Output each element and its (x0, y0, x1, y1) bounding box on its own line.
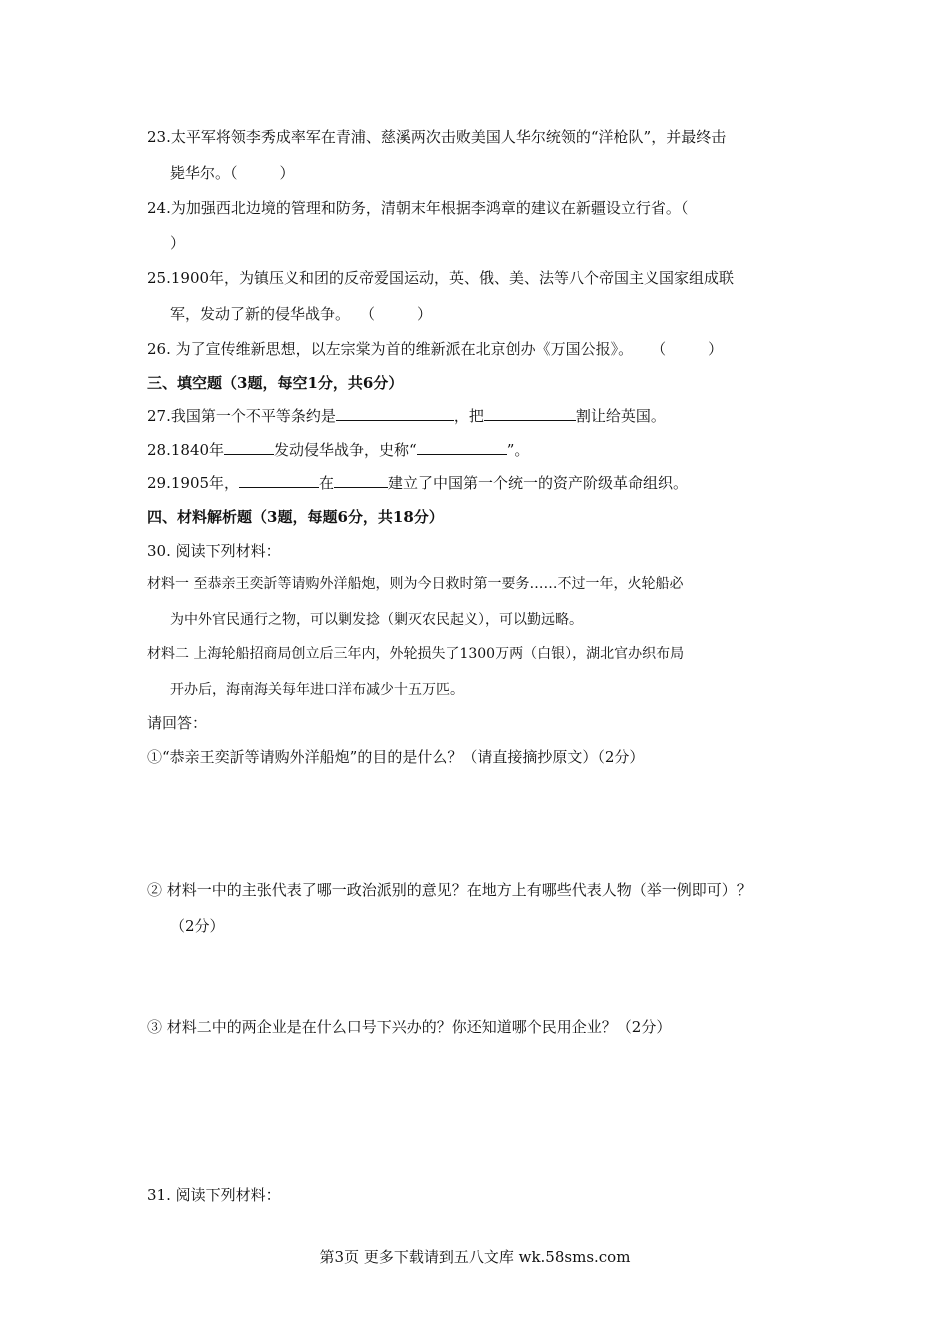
q27-line (147, 406, 666, 426)
answer-paren-open: （ (651, 340, 667, 358)
q23-text: 毙华尔。 (170, 164, 231, 182)
q23-line2 (170, 163, 295, 183)
q29-part2: 在 (319, 474, 335, 492)
answer-paren-close: ） (708, 340, 724, 358)
q28-part3: ”。 (506, 441, 530, 459)
q24-line1: 24.为加强西北边境的管理和防务，清朝末年根据李鸿章的建议在新疆设立行省。（ (147, 199, 689, 217)
q31-intro: 31. 阅读下列材料： (147, 1186, 281, 1204)
q30-sub3: ③ 材料二中的两企业是在什么口号下兴办的？你还知道哪个民用企业？（2分） (147, 1018, 672, 1036)
q30-material1-line2: 为中外官民通行之物，可以剿发捻（剿灭农民起义），可以勤远略。 (170, 612, 583, 628)
q27-blank2[interactable] (484, 406, 576, 421)
q24-line2: ） (170, 234, 186, 252)
q28-blank1[interactable] (224, 440, 274, 455)
q25-line2 (170, 304, 432, 324)
q27-part3: 割让给英国。 (575, 407, 666, 425)
q30-sub1: ①“恭亲王奕訢等请购外洋船炮”的目的是什么？（请直接摘抄原文）（2分） (147, 748, 645, 766)
answer-paren-open: （ (230, 164, 238, 182)
q28-blank2[interactable] (417, 440, 507, 455)
q29-part3: 建立了中国第一个统一的资产阶级革命组织。 (388, 474, 689, 492)
q25-text: 军，发动了新的侵华战争。 (170, 305, 351, 323)
q28-part2: 发动侵华战争，史称“ (274, 441, 417, 459)
answer-paren-open: （ (360, 305, 376, 323)
answer-paren-close: ） (279, 164, 295, 182)
q29-blank2[interactable] (334, 473, 388, 488)
section3-title: 三、填空题（3题，每空1分，共6分） (147, 374, 404, 392)
q30-material1-line1: 材料一 至恭亲王奕訢等请购外洋船炮，则为今日救时第一要务……不过一年，火轮船必 (147, 576, 684, 592)
section4-title: 四、材料解析题（3题，每题6分，共18分） (147, 508, 444, 526)
q30-material2-line1: 材料二 上海轮船招商局创立后三年内，外轮损失了1300万两（白银），湖北官办织布局 (147, 646, 685, 662)
q30-ask: 请回答： (147, 714, 208, 732)
q30-intro: 30. 阅读下列材料： (147, 542, 281, 560)
q29-blank1[interactable] (239, 473, 319, 488)
q26-text: 26. 为了宣传维新思想，以左宗棠为首的维新派在北京创办《万国公报》。 (147, 340, 634, 358)
q23-line1: 23.太平军将领李秀成率军在青浦、慈溪两次击败美国人华尔统领的“洋枪队”，并最终击 (147, 128, 727, 146)
page-footer: 第3页 更多下载请到五八文库 wk.58sms.com (319, 1248, 631, 1266)
q27-blank1[interactable] (336, 406, 454, 421)
q27-part1: 27.我国第一个不平等条约是 (147, 407, 336, 425)
q30-sub2-line1: ② 材料一中的主张代表了哪一政治派别的意见？在地方上有哪些代表人物（举一例即可）？ (147, 881, 752, 899)
q30-sub2-line2: （2分） (170, 917, 225, 935)
q30-material2-line2: 开办后，海南海关每年进口洋布减少十五万匹。 (170, 682, 464, 698)
q26-line (147, 339, 723, 359)
q29-line (147, 473, 688, 493)
answer-paren-close: ） (417, 305, 433, 323)
q25-line1: 25.1900年，为镇压义和团的反帝爱国运动，英、俄、美、法等八个帝国主义国家组成联 (147, 269, 735, 287)
q29-part1: 29.1905年， (147, 474, 240, 492)
q28-line (147, 440, 529, 460)
q28-part1: 28.1840年 (147, 441, 225, 459)
q27-part2: ，把 (453, 407, 484, 425)
